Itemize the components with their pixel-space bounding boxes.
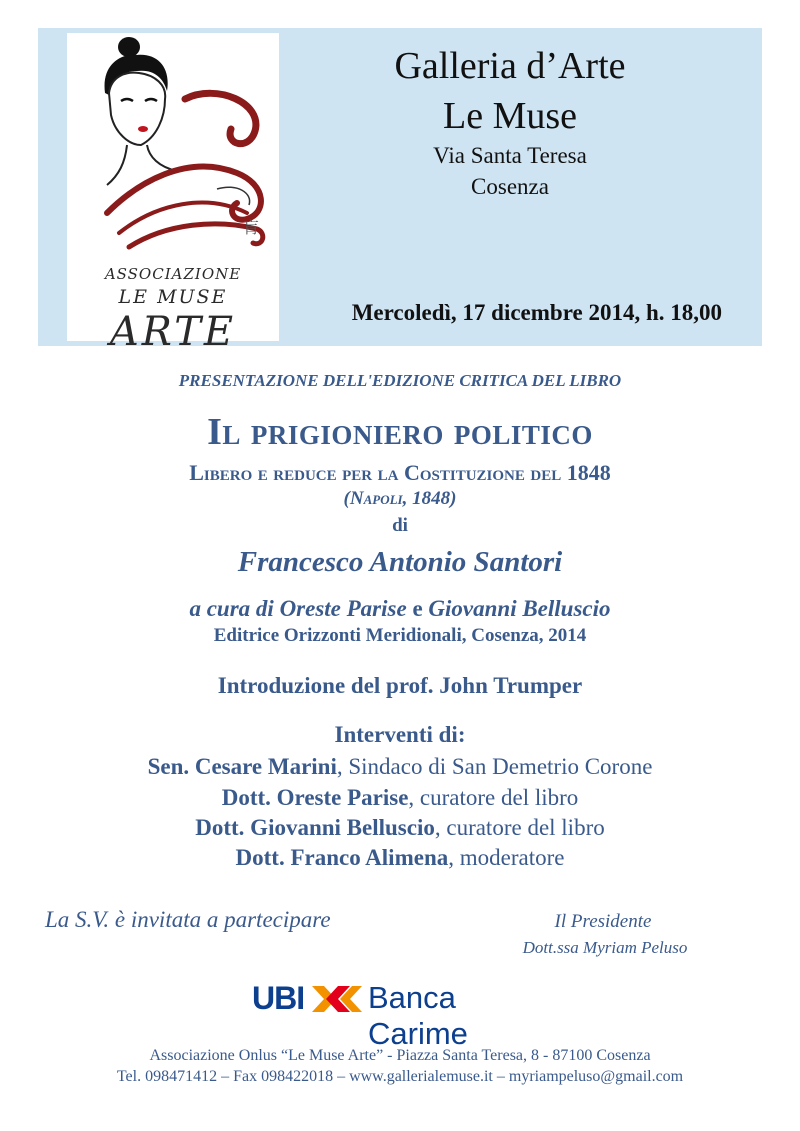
sponsor-chevron-icon	[310, 984, 364, 1014]
logo-name-text: LE MUSE	[118, 286, 228, 308]
editors-prefix: a cura di	[189, 596, 274, 621]
speaker-name: Sen. Cesare Marini	[147, 754, 337, 779]
sponsor-logo	[252, 978, 552, 1051]
gallery-address-street: Via Santa Teresa	[433, 143, 587, 168]
editor-2: Giovanni Belluscio	[428, 596, 611, 621]
speaker-item	[0, 754, 800, 780]
speaker-item	[0, 815, 800, 841]
speakers-heading: Interventi di:	[334, 722, 466, 747]
publisher: Editrice Orizzonti Meridionali, Cosenza, 2014	[213, 625, 587, 646]
president-name: Dott.ssa Myriam Peluso	[522, 938, 688, 957]
speaker-name: Dott. Oreste Parise	[221, 785, 409, 810]
sponsor-bank-name: Banca Carime	[368, 980, 468, 1051]
logo-arte-text: ARTE	[109, 309, 237, 355]
speaker-role: , moderatore	[448, 845, 565, 870]
speaker-name: Dott. Franco Alimena	[235, 845, 449, 870]
footer-contacts: Tel. 098471412 – Fax 098422018 – www.gallerialemuse.it – myriampeluso@gmail.com	[116, 1068, 684, 1085]
speaker-role: , Sindaco di San Demetrio Corone	[336, 754, 653, 779]
speaker-item	[0, 785, 800, 811]
introduction-credit: Introduzione del prof. John Trumper	[217, 673, 583, 698]
gallery-address-city: Cosenza	[471, 174, 549, 199]
event-date: Mercoledì, 17 dicembre 2014, h. 18,00	[351, 300, 722, 325]
book-author: Francesco Antonio Santori	[237, 546, 563, 578]
svg-text:肓: 肓	[243, 218, 260, 237]
book-by: di	[392, 515, 408, 536]
footer-address: Associazione Onlus “Le Muse Arte” - Piazza Santa Teresa, 8 - 87100 Cosenza	[149, 1047, 651, 1064]
editor-1: Oreste Parise	[279, 596, 407, 621]
presentation-heading: PRESENTAZIONE DELL'EDIZIONE CRITICA DEL LIBRO	[178, 371, 622, 390]
president-title: Il Presidente	[554, 911, 652, 932]
editors-conjunction: e	[412, 596, 423, 621]
association-logo	[67, 33, 279, 355]
gallery-subname: Le Muse	[442, 95, 578, 137]
book-title: Il prigioniero politico	[207, 411, 593, 453]
book-subtitle: Libero e reduce per la Costituzione del 1848	[189, 460, 611, 485]
logo-association-text: ASSOCIAZIONE	[104, 265, 242, 283]
gallery-name: Galleria d’Arte	[394, 45, 626, 87]
speaker-name: Dott. Giovanni Belluscio	[195, 815, 435, 840]
book-editors	[0, 596, 800, 622]
speaker-role: , curatore del libro	[408, 785, 579, 810]
speaker-item	[0, 845, 800, 871]
muse-figure-illustration	[67, 33, 279, 273]
book-place-year: (Napoli, 1848)	[343, 488, 457, 509]
invitation-text: La S.V. è invitata a partecipare	[45, 907, 331, 932]
sponsor-ubi-text: UBI	[252, 980, 305, 1016]
speaker-role: , curatore del libro	[434, 815, 605, 840]
